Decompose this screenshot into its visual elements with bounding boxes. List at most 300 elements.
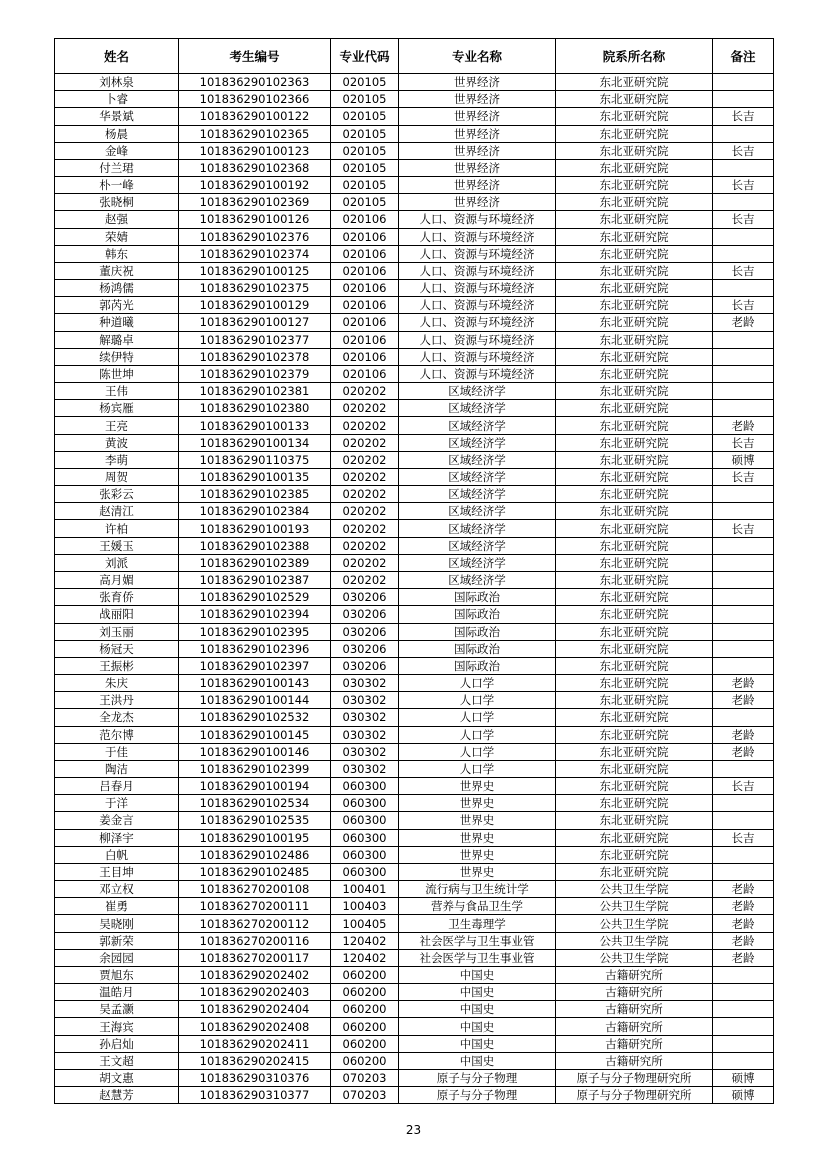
candidate-id-cell: 101836290102377 [179,331,331,348]
table-row [55,1035,774,1052]
department-cell: 东北亚研究院 [556,623,713,640]
table-row [55,1018,774,1035]
department-cell: 东北亚研究院 [556,348,713,365]
table-row [55,778,774,795]
remark-cell: 长吉 [713,211,774,228]
table-body [55,74,774,1104]
major-code-cell: 020105 [331,194,399,211]
major-name-cell: 区域经济学 [399,468,556,485]
remark-cell [713,1052,774,1069]
name-cell: 姜金言 [55,812,179,829]
major-code-cell: 030302 [331,709,399,726]
department-cell: 东北亚研究院 [556,863,713,880]
table-row [55,537,774,554]
candidate-id-cell: 101836270200108 [179,881,331,898]
admission-roster-table [54,38,774,1104]
remark-cell [713,984,774,1001]
table-row [55,159,774,176]
major-code-cell: 060300 [331,795,399,812]
major-name-cell: 中国史 [399,1001,556,1018]
major-code-cell: 060200 [331,984,399,1001]
candidate-id-cell: 101836290102395 [179,623,331,640]
major-code-cell: 030302 [331,760,399,777]
candidate-id-cell: 101836290202415 [179,1052,331,1069]
table-row [55,760,774,777]
name-cell: 金峰 [55,142,179,159]
department-cell: 东北亚研究院 [556,331,713,348]
major-name-cell: 人口、资源与环境经济 [399,365,556,382]
department-cell: 东北亚研究院 [556,554,713,571]
name-cell: 张晓桐 [55,194,179,211]
major-name-cell: 中国史 [399,984,556,1001]
candidate-id-cell: 101836290100195 [179,829,331,846]
remark-cell [713,571,774,588]
remark-cell [713,623,774,640]
major-code-cell: 020202 [331,571,399,588]
major-name-cell: 区域经济学 [399,383,556,400]
table-row [55,915,774,932]
candidate-id-cell: 101836290100133 [179,417,331,434]
remark-cell [713,74,774,91]
candidate-id-cell: 101836290100146 [179,743,331,760]
department-cell: 东北亚研究院 [556,692,713,709]
major-name-cell: 人口学 [399,709,556,726]
major-code-cell: 020106 [331,211,399,228]
header-major-name: 专业名称 [399,39,556,74]
major-code-cell: 030206 [331,640,399,657]
department-cell: 公共卫生学院 [556,949,713,966]
candidate-id-cell: 101836290100134 [179,434,331,451]
candidate-id-cell: 101836290100135 [179,468,331,485]
remark-cell: 长吉 [713,142,774,159]
candidate-id-cell: 101836290100123 [179,142,331,159]
table-row [55,692,774,709]
candidate-id-cell: 101836290102397 [179,657,331,674]
major-code-cell: 060200 [331,1018,399,1035]
name-cell: 王振彬 [55,657,179,674]
name-cell: 刘玉丽 [55,623,179,640]
major-code-cell: 100405 [331,915,399,932]
major-code-cell: 030206 [331,657,399,674]
department-cell: 东北亚研究院 [556,365,713,382]
candidate-id-cell: 101836290102534 [179,795,331,812]
major-name-cell: 世界史 [399,795,556,812]
major-name-cell: 人口学 [399,760,556,777]
name-cell: 余园园 [55,949,179,966]
major-name-cell: 世界史 [399,846,556,863]
remark-cell: 长吉 [713,468,774,485]
department-cell: 古籍研究所 [556,984,713,1001]
department-cell: 东北亚研究院 [556,537,713,554]
name-cell: 战丽阳 [55,606,179,623]
major-code-cell: 020202 [331,537,399,554]
major-name-cell: 人口学 [399,692,556,709]
department-cell: 古籍研究所 [556,1052,713,1069]
table-row [55,108,774,125]
major-code-cell: 020202 [331,503,399,520]
remark-cell [713,760,774,777]
table-row [55,142,774,159]
table-row [55,468,774,485]
major-name-cell: 世界经济 [399,142,556,159]
table-row [55,417,774,434]
table-header [55,39,774,74]
header-department: 院系所名称 [556,39,713,74]
department-cell: 公共卫生学院 [556,915,713,932]
remark-cell: 老龄 [713,898,774,915]
remark-cell [713,537,774,554]
name-cell: 杨冠天 [55,640,179,657]
candidate-id-cell: 101836290102379 [179,365,331,382]
major-code-cell: 030302 [331,743,399,760]
table-row [55,571,774,588]
major-code-cell: 060200 [331,1052,399,1069]
major-code-cell: 020202 [331,417,399,434]
major-code-cell: 020202 [331,468,399,485]
major-code-cell: 020202 [331,486,399,503]
department-cell: 古籍研究所 [556,1035,713,1052]
major-code-cell: 100401 [331,881,399,898]
remark-cell: 老龄 [713,932,774,949]
department-cell: 古籍研究所 [556,1001,713,1018]
candidate-id-cell: 101836290310377 [179,1087,331,1104]
department-cell: 原子与分子物理研究所 [556,1069,713,1086]
major-name-cell: 流行病与卫生统计学 [399,881,556,898]
remark-cell [713,228,774,245]
table-row [55,881,774,898]
table-row [55,726,774,743]
candidate-id-cell: 101836290202408 [179,1018,331,1035]
remark-cell [713,365,774,382]
department-cell: 东北亚研究院 [556,417,713,434]
table-row [55,503,774,520]
department-cell: 东北亚研究院 [556,468,713,485]
major-name-cell: 人口、资源与环境经济 [399,245,556,262]
name-cell: 王媛玉 [55,537,179,554]
candidate-id-cell: 101836290102389 [179,554,331,571]
name-cell: 陶洁 [55,760,179,777]
major-code-cell: 020105 [331,177,399,194]
department-cell: 东北亚研究院 [556,675,713,692]
major-name-cell: 中国史 [399,966,556,983]
department-cell: 古籍研究所 [556,966,713,983]
candidate-id-cell: 101836290102381 [179,383,331,400]
name-cell: 朴一峰 [55,177,179,194]
major-code-cell: 060200 [331,1001,399,1018]
major-code-cell: 120402 [331,932,399,949]
remark-cell: 长吉 [713,434,774,451]
candidate-id-cell: 101836290100194 [179,778,331,795]
candidate-id-cell: 101836290100122 [179,108,331,125]
remark-cell [713,812,774,829]
major-name-cell: 区域经济学 [399,503,556,520]
remark-cell [713,400,774,417]
department-cell: 东北亚研究院 [556,434,713,451]
major-name-cell: 人口、资源与环境经济 [399,211,556,228]
name-cell: 王文超 [55,1052,179,1069]
candidate-id-cell: 101836270200117 [179,949,331,966]
remark-cell: 老龄 [713,314,774,331]
table-row [55,314,774,331]
remark-cell: 长吉 [713,520,774,537]
name-cell: 高月媚 [55,571,179,588]
remark-cell [713,657,774,674]
remark-cell: 老龄 [713,726,774,743]
name-cell: 韩东 [55,245,179,262]
department-cell: 东北亚研究院 [556,571,713,588]
major-code-cell: 020106 [331,314,399,331]
table-row [55,348,774,365]
name-cell: 杨晨 [55,125,179,142]
candidate-id-cell: 101836290102535 [179,812,331,829]
major-name-cell: 区域经济学 [399,400,556,417]
department-cell: 古籍研究所 [556,1018,713,1035]
page-number: 23 [405,1123,422,1137]
table-row [55,194,774,211]
remark-cell [713,245,774,262]
department-cell: 东北亚研究院 [556,91,713,108]
major-name-cell: 区域经济学 [399,417,556,434]
remark-cell: 长吉 [713,778,774,795]
name-cell: 赵清江 [55,503,179,520]
name-cell: 吴孟灏 [55,1001,179,1018]
name-cell: 黄波 [55,434,179,451]
department-cell: 东北亚研究院 [556,297,713,314]
major-code-cell: 020202 [331,520,399,537]
name-cell: 董庆祝 [55,262,179,279]
department-cell: 东北亚研究院 [556,743,713,760]
major-code-cell: 030206 [331,589,399,606]
major-code-cell: 020105 [331,108,399,125]
major-name-cell: 国际政治 [399,589,556,606]
remark-cell: 长吉 [713,829,774,846]
table-row [55,1087,774,1104]
candidate-id-cell: 101836290100145 [179,726,331,743]
department-cell: 东北亚研究院 [556,194,713,211]
major-code-cell: 020106 [331,365,399,382]
major-code-cell: 100403 [331,898,399,915]
table-row [55,863,774,880]
remark-cell: 硕博 [713,451,774,468]
name-cell: 续伊特 [55,348,179,365]
major-name-cell: 人口、资源与环境经济 [399,348,556,365]
table-row [55,400,774,417]
table-row [55,932,774,949]
candidate-id-cell: 101836290100129 [179,297,331,314]
name-cell: 于佳 [55,743,179,760]
major-name-cell: 世界史 [399,812,556,829]
name-cell: 种道曦 [55,314,179,331]
table-row [55,211,774,228]
major-code-cell: 060300 [331,863,399,880]
department-cell: 东北亚研究院 [556,177,713,194]
header-name: 姓名 [55,39,179,74]
candidate-id-cell: 101836290102387 [179,571,331,588]
name-cell: 郭芮光 [55,297,179,314]
name-cell: 温皓月 [55,984,179,1001]
candidate-id-cell: 101836270200116 [179,932,331,949]
candidate-id-cell: 101836290102375 [179,280,331,297]
table-row [55,554,774,571]
major-code-cell: 020105 [331,74,399,91]
name-cell: 于洋 [55,795,179,812]
name-cell: 刘林泉 [55,74,179,91]
name-cell: 张彩云 [55,486,179,503]
name-cell: 刘派 [55,554,179,571]
name-cell: 卜睿 [55,91,179,108]
major-name-cell: 国际政治 [399,657,556,674]
remark-cell: 长吉 [713,297,774,314]
candidate-id-cell: 101836290202403 [179,984,331,1001]
major-code-cell: 060200 [331,966,399,983]
name-cell: 胡文惠 [55,1069,179,1086]
major-code-cell: 060300 [331,778,399,795]
table-row [55,709,774,726]
major-name-cell: 区域经济学 [399,554,556,571]
department-cell: 东北亚研究院 [556,228,713,245]
name-cell: 李萌 [55,451,179,468]
table-row [55,297,774,314]
remark-cell [713,383,774,400]
major-code-cell: 020106 [331,297,399,314]
major-code-cell: 020105 [331,91,399,108]
table-row [55,91,774,108]
major-code-cell: 070203 [331,1087,399,1104]
candidate-id-cell: 101836290102374 [179,245,331,262]
department-cell: 东北亚研究院 [556,280,713,297]
major-code-cell: 020202 [331,400,399,417]
name-cell: 王海宾 [55,1018,179,1035]
table-row [55,966,774,983]
major-code-cell: 060300 [331,829,399,846]
department-cell: 公共卫生学院 [556,898,713,915]
name-cell: 荣婧 [55,228,179,245]
candidate-id-cell: 101836290102378 [179,348,331,365]
name-cell: 崔勇 [55,898,179,915]
department-cell: 东北亚研究院 [556,211,713,228]
major-code-cell: 030302 [331,692,399,709]
name-cell: 郭新荣 [55,932,179,949]
candidate-id-cell: 101836290102394 [179,606,331,623]
header-row [55,39,774,74]
major-name-cell: 中国史 [399,1018,556,1035]
name-cell: 王目坤 [55,863,179,880]
name-cell: 付兰珺 [55,159,179,176]
name-cell: 柳泽宇 [55,829,179,846]
candidate-id-cell: 101836290102366 [179,91,331,108]
candidate-id-cell: 101836290102529 [179,589,331,606]
remark-cell: 老龄 [713,915,774,932]
name-cell: 邓立权 [55,881,179,898]
name-cell: 王伟 [55,383,179,400]
department-cell: 东北亚研究院 [556,159,713,176]
table-row [55,589,774,606]
candidate-id-cell: 101836290202411 [179,1035,331,1052]
department-cell: 东北亚研究院 [556,520,713,537]
candidate-id-cell: 101836290102365 [179,125,331,142]
major-code-cell: 030206 [331,606,399,623]
table-row [55,74,774,91]
candidate-id-cell: 101836290102486 [179,846,331,863]
department-cell: 东北亚研究院 [556,760,713,777]
table-row [55,1052,774,1069]
department-cell: 东北亚研究院 [556,778,713,795]
table-row [55,383,774,400]
candidate-id-cell: 101836290102399 [179,760,331,777]
name-cell: 朱庆 [55,675,179,692]
table-row [55,812,774,829]
remark-cell [713,125,774,142]
candidate-id-cell: 101836290100126 [179,211,331,228]
candidate-id-cell: 101836290102368 [179,159,331,176]
header-candidate-id: 考生编号 [179,39,331,74]
department-cell: 东北亚研究院 [556,657,713,674]
remark-cell [713,348,774,365]
table-row [55,245,774,262]
department-cell: 东北亚研究院 [556,262,713,279]
major-name-cell: 人口、资源与环境经济 [399,314,556,331]
major-name-cell: 社会医学与卫生事业管 [399,949,556,966]
major-code-cell: 060300 [331,846,399,863]
major-name-cell: 人口学 [399,675,556,692]
table-row [55,331,774,348]
major-code-cell: 020202 [331,554,399,571]
header-remark: 备注 [713,39,774,74]
department-cell: 东北亚研究院 [556,589,713,606]
major-name-cell: 人口学 [399,726,556,743]
remark-cell [713,331,774,348]
table-row [55,125,774,142]
remark-cell [713,1001,774,1018]
major-name-cell: 区域经济学 [399,571,556,588]
remark-cell: 硕博 [713,1069,774,1086]
candidate-id-cell: 101836290100192 [179,177,331,194]
department-cell: 东北亚研究院 [556,108,713,125]
remark-cell [713,1035,774,1052]
candidate-id-cell: 101836290100193 [179,520,331,537]
major-code-cell: 120402 [331,949,399,966]
department-cell: 东北亚研究院 [556,829,713,846]
remark-cell [713,159,774,176]
name-cell: 全龙杰 [55,709,179,726]
name-cell: 范尔博 [55,726,179,743]
candidate-id-cell: 101836270200112 [179,915,331,932]
major-code-cell: 030302 [331,726,399,743]
department-cell: 公共卫生学院 [556,932,713,949]
major-name-cell: 中国史 [399,1035,556,1052]
department-cell: 东北亚研究院 [556,812,713,829]
table-row [55,451,774,468]
department-cell: 东北亚研究院 [556,709,713,726]
candidate-id-cell: 101836290110375 [179,451,331,468]
major-name-cell: 人口、资源与环境经济 [399,228,556,245]
major-name-cell: 世界经济 [399,177,556,194]
major-name-cell: 世界经济 [399,74,556,91]
major-name-cell: 世界史 [399,829,556,846]
remark-cell [713,486,774,503]
candidate-id-cell: 101836290102384 [179,503,331,520]
name-cell: 赵强 [55,211,179,228]
major-name-cell: 人口、资源与环境经济 [399,297,556,314]
major-name-cell: 世界经济 [399,194,556,211]
name-cell: 陈世坤 [55,365,179,382]
candidate-id-cell: 101836290102396 [179,640,331,657]
remark-cell [713,709,774,726]
department-cell: 东北亚研究院 [556,795,713,812]
name-cell: 赵慧芳 [55,1087,179,1104]
name-cell: 王洪丹 [55,692,179,709]
candidate-id-cell: 101836290100127 [179,314,331,331]
